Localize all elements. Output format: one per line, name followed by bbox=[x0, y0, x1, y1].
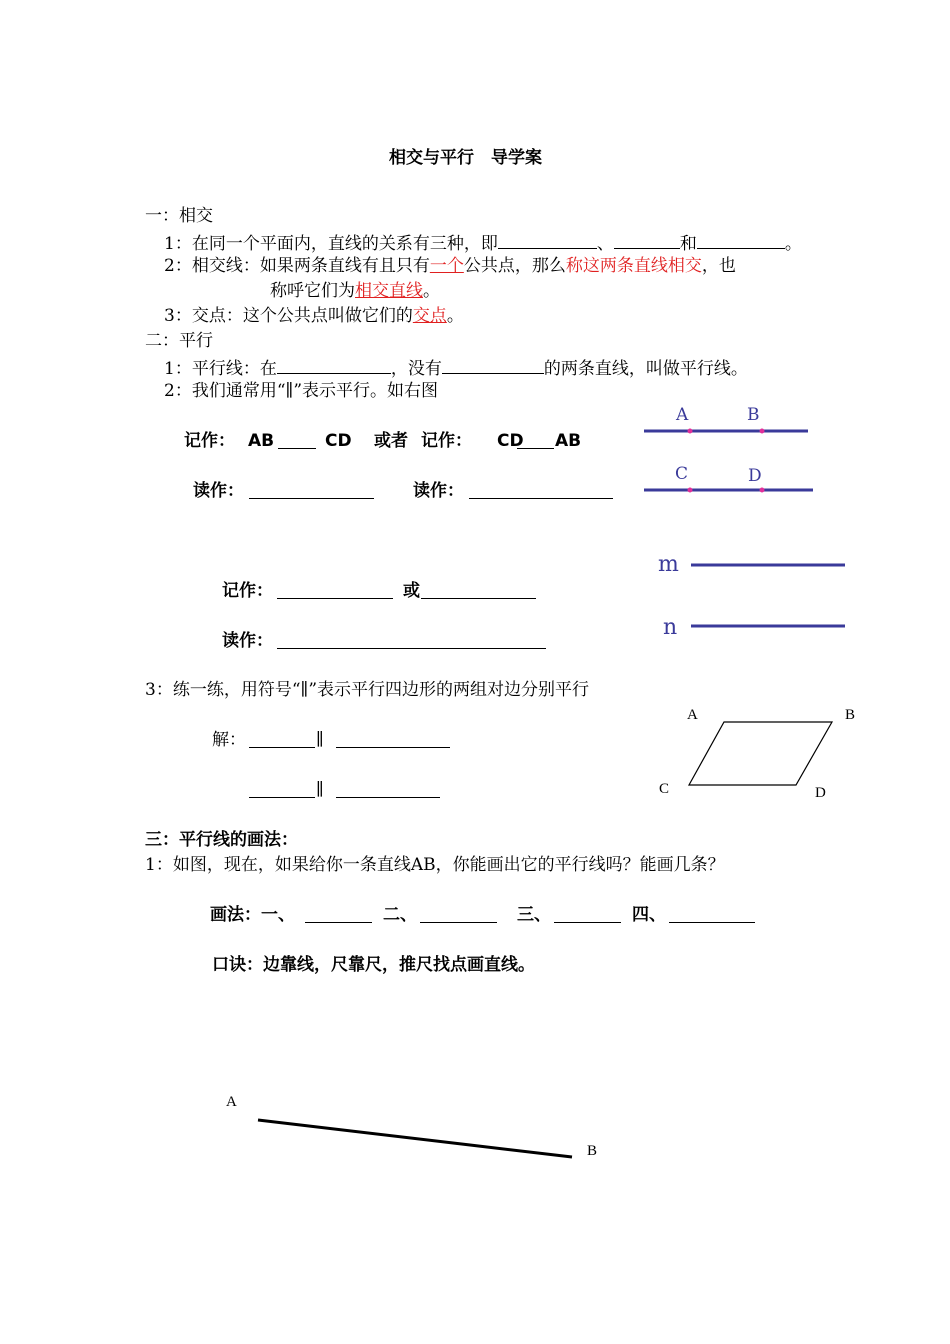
point-b-dot bbox=[760, 429, 765, 434]
parallelogram-shape bbox=[689, 722, 832, 785]
s1-line2-text: 2：相交线：如果两条直线有且只有 bbox=[164, 256, 430, 276]
ji-label-3: 记作： bbox=[222, 581, 273, 601]
s2-line2: 2：我们通常用“∥”表示平行。如右图 bbox=[164, 381, 439, 401]
highlight-intersection-point: 交点 bbox=[412, 306, 447, 326]
parallel-sign-1: ∥ bbox=[316, 730, 324, 750]
section2-heading: 二：平行 bbox=[145, 331, 213, 351]
s1-line4-end: 。 bbox=[446, 306, 464, 326]
point-d-dot bbox=[760, 488, 765, 493]
ji2-or: 或 bbox=[403, 581, 420, 601]
ji-label-1: 记作： bbox=[184, 431, 235, 451]
blank-read-1[interactable] bbox=[249, 498, 374, 499]
s1-line3 bbox=[270, 283, 440, 300]
blank-method-1[interactable] bbox=[305, 922, 372, 923]
method-step-3-label: 三、 bbox=[517, 905, 551, 925]
label-a: A bbox=[226, 1094, 237, 1110]
label-c: C bbox=[675, 464, 689, 484]
s1-line2-end: ，也 bbox=[701, 256, 736, 276]
method-step-2-label: 二、 bbox=[383, 905, 417, 925]
parallel-sign-2: ∥ bbox=[316, 780, 324, 800]
segment-ab bbox=[258, 1120, 572, 1157]
s1-line4 bbox=[164, 308, 464, 325]
s1-line1-text: 1：在同一个平面内，直线的关系有三种，即 bbox=[164, 234, 498, 254]
blank-side-4[interactable] bbox=[336, 797, 440, 798]
s1-line3-end: 。 bbox=[423, 281, 440, 301]
ji1-ab2: AB bbox=[555, 431, 582, 451]
parallel-lines-ab-cd-figure bbox=[640, 400, 820, 500]
label-n: n bbox=[663, 615, 678, 640]
point-c-dot bbox=[688, 488, 693, 493]
blank-method-3[interactable] bbox=[554, 922, 621, 923]
parallelogram-figure bbox=[655, 700, 865, 805]
s2-line1-mid: ，没有 bbox=[390, 359, 442, 379]
s1-and: 和 bbox=[679, 234, 697, 254]
blank-relation-2[interactable] bbox=[614, 233, 680, 249]
ji-label-2: 记作： bbox=[421, 431, 472, 451]
du-label-3: 读作： bbox=[222, 631, 273, 651]
section1-heading: 一：相交 bbox=[145, 206, 213, 226]
label-d: D bbox=[748, 466, 762, 486]
s2-line1 bbox=[164, 358, 748, 378]
highlight-intersect: 称这两条直线相交 bbox=[565, 256, 702, 276]
blank-parallel-1[interactable] bbox=[277, 358, 391, 374]
blank-relation-1[interactable] bbox=[498, 233, 597, 249]
ji1-cd2: CD bbox=[497, 431, 524, 451]
highlight-intersecting-lines: 相交直线 bbox=[355, 281, 423, 301]
ji1-cd: CD bbox=[325, 431, 352, 451]
blank-method-4[interactable] bbox=[669, 922, 755, 923]
s1-line3-text: 称呼它们为 bbox=[270, 281, 355, 301]
point-a-dot bbox=[688, 429, 693, 434]
line-ab-figure bbox=[220, 1090, 610, 1165]
label-m: m bbox=[658, 552, 679, 577]
s2-line3: 3：练一练，用符号“∥”表示平行四边形的两组对边分别平行 bbox=[145, 680, 590, 700]
method-step-1-label: 画法：一、 bbox=[210, 905, 295, 925]
page-title: 相交与平行 导学案 bbox=[389, 148, 542, 168]
label-d: D bbox=[815, 785, 826, 801]
s1-line1 bbox=[164, 233, 802, 253]
label-c: C bbox=[659, 781, 670, 797]
blank-parallel-2[interactable] bbox=[442, 358, 544, 374]
label-a: A bbox=[676, 405, 689, 425]
solution-label: 解： bbox=[212, 730, 246, 750]
ji1-or: 或者 bbox=[374, 431, 408, 451]
label-b: B bbox=[587, 1143, 598, 1159]
blank-read-mn[interactable] bbox=[277, 648, 546, 649]
blank-mn-1[interactable] bbox=[277, 598, 393, 599]
label-b: B bbox=[845, 707, 856, 723]
method-step-4-label: 四、 bbox=[632, 905, 666, 925]
highlight-one: 一个 bbox=[429, 256, 464, 276]
s2-line1-end: 的两条直线，叫做平行线。 bbox=[543, 359, 748, 379]
s1-line2 bbox=[164, 258, 736, 275]
ji1-ab: AB bbox=[248, 431, 275, 451]
label-b: B bbox=[747, 405, 760, 425]
s1-line2-mid: 公共点，那么 bbox=[463, 256, 566, 276]
section3-heading: 三：平行线的画法： bbox=[145, 830, 298, 850]
blank-mn-2[interactable] bbox=[421, 598, 536, 599]
blank-method-2[interactable] bbox=[420, 922, 497, 923]
s3-line1: 1：如图，现在，如果给你一条直线AB，你能画出它的平行线吗？能画几条？ bbox=[145, 855, 725, 875]
blank-side-2[interactable] bbox=[336, 747, 450, 748]
mnemonic: 口诀：边靠线，尺靠尺，推尺找点画直线。 bbox=[212, 955, 535, 975]
du-label-1: 读作： bbox=[193, 481, 244, 501]
blank-read-2[interactable] bbox=[469, 498, 613, 499]
s2-line1-text: 1：平行线：在 bbox=[164, 359, 277, 379]
s1-sep: 、 bbox=[596, 234, 614, 254]
blank-relation-3[interactable] bbox=[697, 233, 785, 249]
blank-side-1[interactable] bbox=[249, 747, 315, 748]
blank-ab-cd[interactable] bbox=[278, 448, 316, 449]
s1-line4-text: 3：交点：这个公共点叫做它们的 bbox=[164, 306, 413, 326]
label-a: A bbox=[687, 707, 698, 723]
du-label-2: 读作： bbox=[413, 481, 464, 501]
parallel-lines-mn-figure bbox=[655, 545, 850, 645]
blank-cd-ab[interactable] bbox=[517, 448, 554, 449]
s1-period: 。 bbox=[784, 234, 802, 254]
blank-side-3[interactable] bbox=[249, 797, 315, 798]
